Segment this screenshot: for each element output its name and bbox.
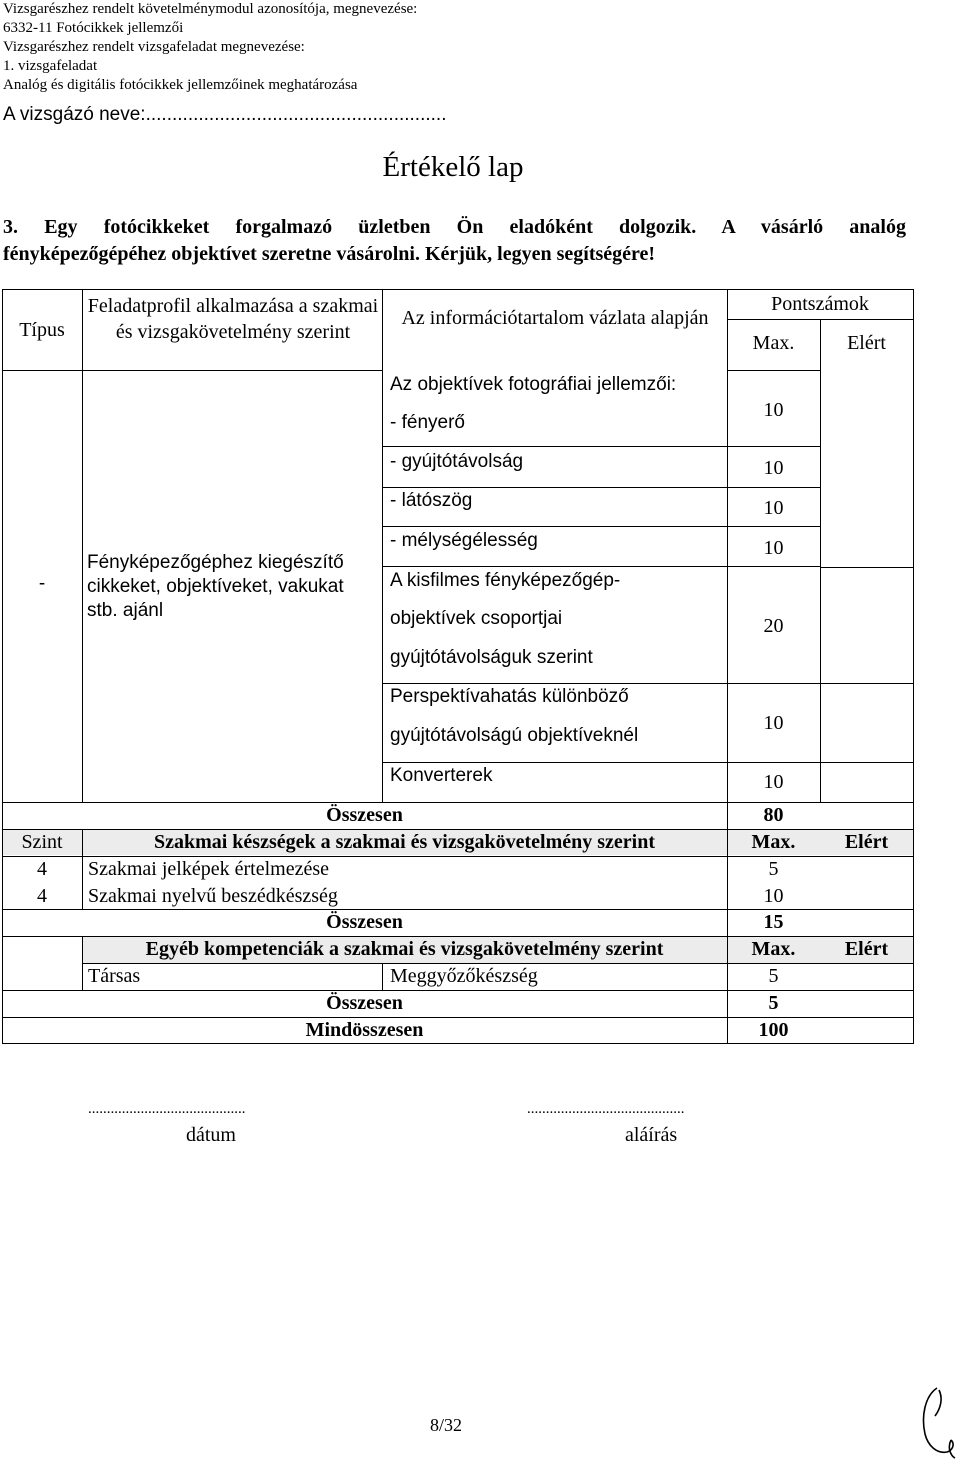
header-line: Vizsgarészhez rendelt követelménymodul azonosítója, megnevezése: [3,1,418,17]
info-line: Konverterek [390,765,493,786]
column-header-achieved: Elért [847,332,886,354]
table-line [820,567,914,568]
column-header-max: Max. [752,332,795,354]
info-line: gyújtótávolságú objektíveknél [390,725,639,746]
table-line [2,1017,914,1018]
table-line [382,487,821,488]
skill-label: Szakmai jelképek értelmezése [88,858,329,880]
max-points: 10 [763,399,784,421]
max-points: 5 [768,965,779,987]
page-number: 8/32 [430,1415,463,1435]
signature-label: aláírás [625,1124,678,1146]
column-header-max: Max. [751,831,796,853]
table-line [820,319,821,802]
header-line: Analóg és digitális fotócikkek jellemzőinek meghatározása [3,77,358,93]
max-points: 10 [763,537,784,559]
page-title: Értékelő lap [382,151,524,183]
table-border [2,1043,914,1044]
date-dotted-line: .......................................... [88,1101,246,1117]
signature-dotted-line: .......................................... [527,1101,685,1117]
info-line: - látószög [390,490,473,511]
table-line [82,289,83,802]
info-line: Az objektívek fotográfiai jellemzői: [390,374,677,395]
table-border [2,289,914,290]
table-line [2,990,914,991]
info-line: Perspektívahatás különböző [390,686,629,707]
max-points: 20 [763,615,784,637]
handwritten-initials-icon [917,1386,957,1461]
table-line [382,289,383,802]
grand-total-label: Mindösszesen [305,1019,424,1041]
competency-category: Társas [88,965,141,987]
info-line: A kisfilmes fényképezőgép- [390,570,621,591]
skill-level: 4 [37,885,47,907]
table-line [2,909,914,910]
table-line [382,446,821,447]
info-line: objektívek csoportjai [390,608,563,629]
max-points: 10 [763,457,784,479]
table-line [727,370,821,371]
table-line [2,802,914,803]
task-line: 3. Egy fotócikkeket forgalmazó üzletben Ön eladóként dolgozik. A vásárló analóg [3,216,906,238]
header-line: 1. vizsgafeladat [3,58,98,74]
info-line: - gyújtótávolság [390,451,524,472]
max-points: 10 [763,712,784,734]
table-line [82,963,914,964]
table-line [727,319,914,320]
table2-title: Szakmai készségek a szakmai és vizsgakövetelmény szerint [153,831,656,853]
type-value: - [38,573,46,594]
column-header-info: Az információtartalom vázlata alapján [401,307,709,329]
task-line: fényképezőgépéhez objektívet szeretne vásárolni. Kérjük, legyen segítségére! [3,243,656,265]
table-line [382,683,913,684]
max-points: 5 [768,858,779,880]
info-line: - mélységélesség [390,530,538,551]
header-line: Vizsgarészhez rendelt vizsgafeladat megnevezése: [3,39,305,55]
header-line: 6332-11 Fotócikkek jellemzői [3,20,184,36]
total-value: 15 [763,911,784,933]
profile-value: Fényképezőgéphez kiegészítő cikkeket, objektíveket, vakukat stb. ajánl [87,552,344,621]
table-line [2,370,383,371]
examinee-name-line: A vizsgázó neve:......................................................... [3,104,447,125]
total-label: Összesen [326,804,403,826]
competency-label: Meggyőzőkészség [390,965,538,987]
total-label: Összesen [326,992,403,1014]
total-label: Összesen [326,911,403,933]
table3-title: Egyéb kompetenciák a szakmai és vizsgakövetelmény szerint [145,938,664,960]
total-value: 5 [768,992,779,1014]
max-points: 10 [763,497,784,519]
column-header-achieved: Elért [844,938,889,960]
column-header-achieved: Elért [844,831,889,853]
max-points: 10 [763,771,784,793]
grand-total-value: 100 [758,1019,789,1041]
column-header-level: Szint [21,831,63,853]
max-points: 10 [763,885,784,907]
column-header-type: Típus [19,319,65,341]
table-line [2,829,914,830]
total-value: 80 [763,804,784,826]
table-line [382,762,913,763]
table-line [2,856,914,857]
table-line [382,526,821,527]
table-line [382,566,821,567]
info-line: gyújtótávolságuk szerint [390,647,593,668]
table-line [382,963,383,990]
table-line [2,936,914,937]
column-header-profile: Feladatprofil alkalmazása a szakmai és vizsgakövetelmény szerint [87,295,379,343]
column-header-points: Pontszámok [771,293,869,315]
column-header-max: Max. [751,938,796,960]
skill-label: Szakmai nyelvű beszédkészség [88,885,338,907]
skill-level: 4 [37,858,47,880]
info-line: - fényerő [390,412,465,433]
date-label: dátum [186,1124,236,1146]
table-border [913,289,914,1044]
